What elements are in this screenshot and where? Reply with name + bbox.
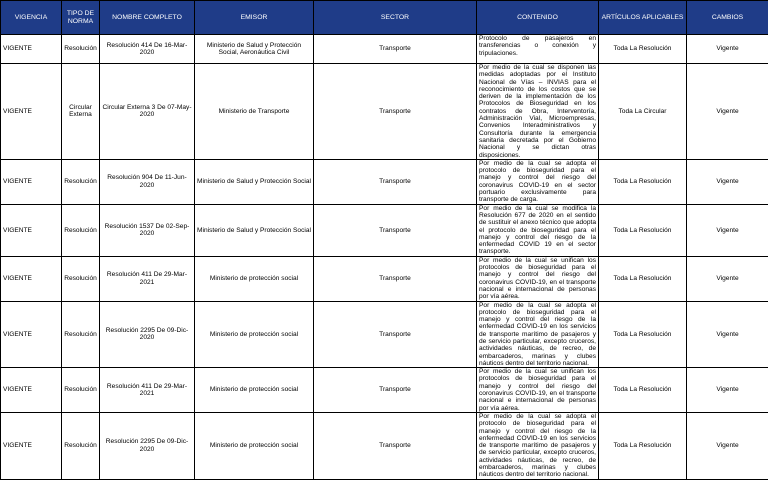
- cell-articulos: Toda La Circular: [599, 64, 687, 160]
- cell-emisor: Ministerio de protección social: [195, 301, 314, 368]
- cell-sector: Transporte: [314, 301, 477, 368]
- table-row: [1, 35, 768, 64]
- cell-emisor: Ministerio de Transporte: [195, 64, 314, 160]
- cell-sector: Transporte: [314, 204, 477, 256]
- cell-vigencia: VIGENTE: [1, 35, 62, 64]
- cell-sector: Transporte: [314, 35, 477, 64]
- cell-cambios: Vigente: [687, 412, 768, 479]
- header-emisor: EMISOR: [195, 1, 314, 35]
- cell-vigencia: VIGENTE: [1, 159, 62, 204]
- cell-contenido: Por medio de la cual se unifican los protocolos de bioseguridad para el manejo y control del riesgo del coronavirus COVID-19, en el transporte nacional e internacional de personas por vía aérea.: [477, 368, 599, 413]
- cell-sector: Transporte: [314, 256, 477, 301]
- cell-articulos: Toda La Resolución: [599, 204, 687, 256]
- cell-articulos: Toda La Resolución: [599, 35, 687, 64]
- cell-tipo: Resolución: [62, 256, 100, 301]
- table-row: [1, 256, 768, 301]
- header-tipo-norma: TIPO DE NORMA: [62, 1, 100, 35]
- header-nombre-completo: NOMBRE COMPLETO: [100, 1, 195, 35]
- cell-contenido: Por medio de la cual se adopta el protocolo de bioseguridad para el manejo y control del riesgo de la enfermedad COVID-19 en los servicios de transporte marítimo de pasajeros y de servicio particular, excepto cruceros, actividades náuticas, de recreo, de embarcaderos, marinas y clubes náuticos dentro del territorio nacional.: [477, 412, 599, 479]
- cell-cambios: Vigente: [687, 256, 768, 301]
- cell-vigencia: VIGENTE: [1, 301, 62, 368]
- cell-emisor: Ministerio de protección social: [195, 412, 314, 479]
- cell-contenido: Por medio de la cual se adopta el protocolo de bioseguridad para el manejo y control del riesgo del coronavirus COVID-19 en el sector portuario exclusivamente para transporte de carga.: [477, 159, 599, 204]
- cell-nombre: Resolución 411 De 29-Mar-2021: [100, 368, 195, 413]
- header-cambios: CAMBIOS: [687, 1, 768, 35]
- cell-nombre: Resolución 1537 De 02-Sep-2020: [100, 204, 195, 256]
- cell-cambios: Vigente: [687, 35, 768, 64]
- cell-tipo: Resolución: [62, 35, 100, 64]
- cell-cambios: Vigente: [687, 301, 768, 368]
- cell-vigencia: VIGENTE: [1, 256, 62, 301]
- table-row: [1, 204, 768, 256]
- cell-tipo: Resolución: [62, 368, 100, 413]
- cell-vigencia: VIGENTE: [1, 368, 62, 413]
- cell-contenido: Por medio de la cual se modifica la Resolución 677 de 2020 en el sentido de sustituir el anexo técnico que adopta el protocolo de bioseguridad para el manejo y control del riesgo de la enfermedad COVID 19 en el sector transporte.: [477, 204, 599, 256]
- cell-sector: Transporte: [314, 368, 477, 413]
- cell-emisor: Ministerio de protección social: [195, 256, 314, 301]
- cell-articulos: Toda La Resolución: [599, 368, 687, 413]
- cell-emisor: Ministerio de Salud y Protección Social: [195, 159, 314, 204]
- header-contenido: CONTENIDO: [477, 1, 599, 35]
- header-articulos-aplicables: ARTÍCULOS APLICABLES: [599, 1, 687, 35]
- table-row: [1, 159, 768, 204]
- cell-articulos: Toda La Resolución: [599, 412, 687, 479]
- header-sector: SECTOR: [314, 1, 477, 35]
- cell-tipo: Resolución: [62, 159, 100, 204]
- table-row: [1, 368, 768, 413]
- cell-tipo: Circular Externa: [62, 64, 100, 160]
- cell-articulos: Toda La Resolución: [599, 159, 687, 204]
- cell-cambios: Vigente: [687, 368, 768, 413]
- cell-nombre: Resolución 414 De 16-Mar-2020: [100, 35, 195, 64]
- table-row: [1, 412, 768, 479]
- cell-cambios: Vigente: [687, 64, 768, 160]
- header-row: [1, 1, 768, 35]
- cell-contenido: Por medio de la cual se unifican los protocolos de bioseguridad para el manejo y control del riesgo del coronavirus COVID-19, en el transporte nacional e internacional de personas por vía aérea.: [477, 256, 599, 301]
- cell-tipo: Resolución: [62, 204, 100, 256]
- cell-contenido: Por medio de la cual se adopta el protocolo de bioseguridad para el manejo y control del riesgo de la enfermedad COVID-19 en los servicios de transporte marítimo de pasajeros y de servicio particular, excepto cruceros, actividades náuticas, de recreo, de embarcaderos, marinas y clubes náuticos dentro del territorio nacional.: [477, 301, 599, 368]
- cell-cambios: Vigente: [687, 159, 768, 204]
- cell-sector: Transporte: [314, 64, 477, 160]
- cell-nombre: Circular Externa 3 De 07-May-2020: [100, 64, 195, 160]
- cell-tipo: Resolución: [62, 301, 100, 368]
- cell-sector: Transporte: [314, 159, 477, 204]
- cell-contenido: Por medio de la cual se disponen las medidas adoptadas por el Instituto Nacional de Vías – INVIAS para el reconocimiento de los costos que se deriven de la implementación de los Protocolos de Bioseguridad en los contratos de Obra, Interventoría, Administración Vial, Microempresas, Convenios Interadministrativos y Consultoría durante la emergencia sanitaria decretada por el Gobierno Nacional y se dictan otras disposiciones.: [477, 64, 599, 160]
- cell-contenido: Protocolo de pasajeros en transferencias o conexión y tripulaciones.: [477, 35, 599, 64]
- table-row: [1, 301, 768, 368]
- cell-cambios: Vigente: [687, 204, 768, 256]
- cell-nombre: Resolución 411 De 29-Mar-2021: [100, 256, 195, 301]
- cell-emisor: Ministerio de Salud y Protección Social: [195, 204, 314, 256]
- cell-articulos: Toda La Resolución: [599, 256, 687, 301]
- cell-articulos: Toda La Resolución: [599, 301, 687, 368]
- cell-nombre: Resolución 2295 De 09-Dic-2020: [100, 412, 195, 479]
- cell-emisor: Ministerio de Salud y Protección Social, Aeronáutica Civil: [195, 35, 314, 64]
- cell-nombre: Resolución 2295 De 09-Dic-2020: [100, 301, 195, 368]
- table-row: [1, 64, 768, 160]
- cell-vigencia: VIGENTE: [1, 412, 62, 479]
- cell-vigencia: VIGENTE: [1, 204, 62, 256]
- cell-vigencia: VIGENTE: [1, 64, 62, 160]
- cell-emisor: Ministerio de protección social: [195, 368, 314, 413]
- cell-tipo: Resolución: [62, 412, 100, 479]
- header-vigencia: VIGENCIA: [1, 1, 62, 35]
- cell-sector: Transporte: [314, 412, 477, 479]
- cell-nombre: Resolución 904 De 11-Jun-2020: [100, 159, 195, 204]
